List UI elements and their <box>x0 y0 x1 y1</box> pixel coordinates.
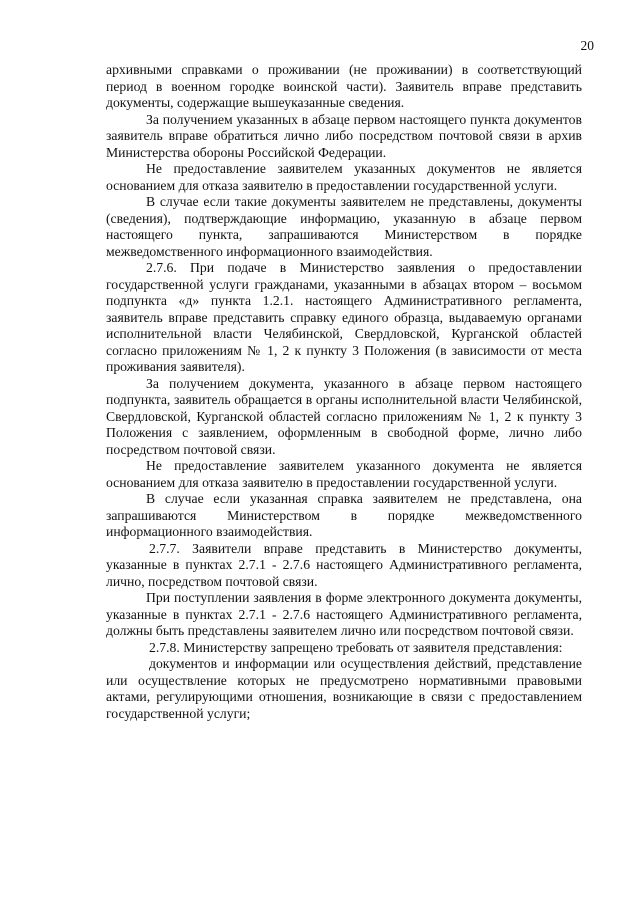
paragraph-2-7-7: 2.7.7. Заявители вправе представить в Министерство документы, указанные в пунктах 2.7.1 - 2.7.6 настоящего Административного регламента, лично, посредством почтовой связи. <box>106 540 582 589</box>
paragraph-no-refusal-documents: Не предоставление заявителем указанных документов не является основанием для отказа заявителю в предоставлении государственной услуги. <box>106 161 582 193</box>
paragraph-archive-request: За получением указанных в абзаце первом настоящего пункта документов заявитель вправе обратиться лично либо посредством почтовой связи в архив Министерства обороны Российской Федерации. <box>106 111 582 160</box>
paragraph-certificate-request: За получением документа, указанного в абзаце первом настоящего подпункта, заявитель обращается в органы исполнительной власти Челябинской, Свердловской, Курганской областей согласно приложениям № 1, 2 к пункту 3 Положения с заявлением, оформленным в свободной форме, лично либо посредством почтовой связи. <box>106 375 582 457</box>
paragraph-2-7-8: 2.7.8. Министерству запрещено требовать от заявителя представления: <box>149 639 563 655</box>
paragraph-archive-continuation: архивными справками о проживании (не проживании) в соответствующий период в военном городке воинской части). Заявитель вправе представить документы, содержащие вышеуказанные сведения. <box>106 62 582 110</box>
paragraph-2-7-6: 2.7.6. При подаче в Министерство заявления о предоставлении государственной услуги гражданами, указанными в абзацах втором – восьмом подпункта «д» пункта 1.2.1. настоящего Административного регламента, заявитель вправе представить справку единого образца, выдаваемую органами исполнительной власти Челябинской, Свердловской, Курганской областей согласно приложениям № 1, 2 к пункту 3 Положения (в зависимости от места проживания заявителя). <box>106 260 582 374</box>
paragraph-no-refusal-certificate: Не предоставление заявителем указанного документа не является основанием для отказа заявителю в предоставлении государственной услуги. <box>106 458 582 490</box>
paragraph-interagency-request: В случае если такие документы заявителем не представлены, документы (сведения), подтверждающие информацию, указанную в абзаце первом настоящего пункта, запрашиваются Министерством в порядке межведомственного информационного взаимодействия. <box>106 194 582 259</box>
paragraph-electronic-application: При поступлении заявления в форме электронного документа документы, указанные в пунктах 2.7.1 - 2.7.6 настоящего Административного регламента, должны быть представлены заявителем лично или посредством почтовой связи. <box>106 590 582 638</box>
paragraph-certificate-interagency: В случае если указанная справка заявителем не представлена, она запрашиваются Министерством в порядке межведомственного информационного взаимодействия. <box>106 491 582 539</box>
page-body <box>106 62 582 722</box>
paragraph-prohibited-documents: документов и информации или осуществления действий, представление или осуществление которых не предусмотрено нормативными правовыми актами, регулирующими отношения, возникающие в связи с предоставлением государственной услуги; <box>106 656 582 721</box>
page-number: 20 <box>580 38 594 53</box>
